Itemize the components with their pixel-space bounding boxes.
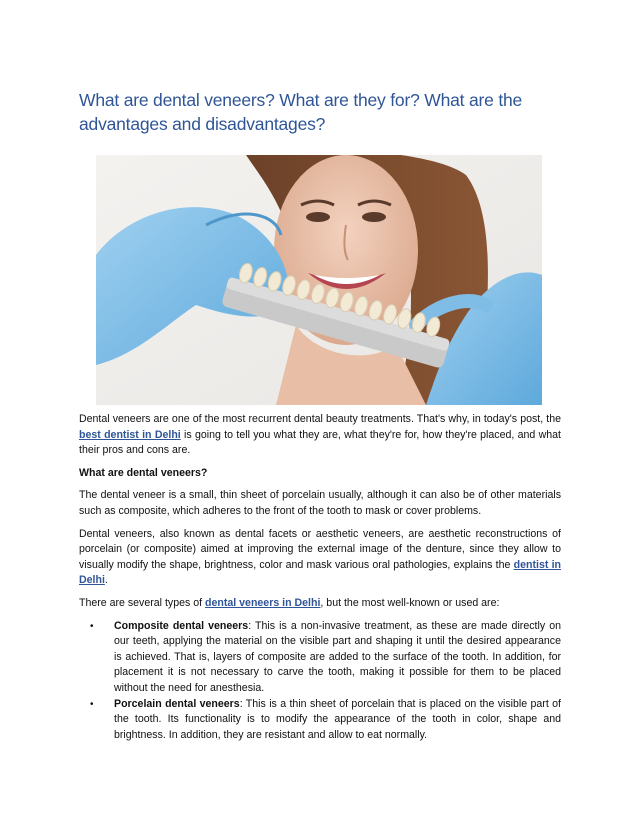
- page-title: What are dental veneers? What are they for? What are the advantages and disadvantages?: [79, 90, 523, 134]
- dental-photo: [96, 155, 542, 405]
- intro-text-after: is going to tell you what they are, what they're for, how they're placed, and what their pros and cons are.: [79, 428, 561, 457]
- para3-text-after: , but the most well-known or used are:: [320, 596, 500, 609]
- paragraph-aesthetic: [79, 527, 561, 589]
- best-dentist-link[interactable]: best dentist in Delhi: [79, 428, 181, 441]
- intro-text-before: Dental veneers are one of the most recurrent dental beauty treatments. That's why, in today's post, the: [79, 413, 561, 425]
- para2-text-before: Dental veneers, also known as dental facets or aesthetic veneers, are aesthetic reconstructions of porcelain (or composite) aimed at improving the external image of the denture, since they allow to visually modify the shape, brightness, color and mask various oral pathologies, explains the: [79, 527, 561, 571]
- list-item: [79, 619, 561, 697]
- list-item: [79, 697, 561, 744]
- section-heading: What are dental veneers?: [79, 466, 208, 479]
- list-item-text: : This is a non-invasive treatment, as these are made directly on our teeth, applying the material on the visible part and shaping it until the desired appearance is achieved. That is, layers of composite are added to the surface of the tooth. In addition, for placement it is not necessary to carve the tooth, making it possible for them to be placed without the need for anesthesia.: [114, 619, 561, 694]
- veneer-types-list: [79, 619, 561, 744]
- dental-veneers-link[interactable]: dental veneers in Delhi: [205, 596, 321, 609]
- intro-paragraph: [79, 412, 561, 459]
- para3-text-before: There are several types of: [79, 596, 206, 609]
- para2-text-after: .: [104, 574, 108, 587]
- bullet-icon: •: [90, 698, 94, 710]
- paragraph-definition: The dental veneer is a small, thin sheet of porcelain usually, although it can also be of other materials such as composite, which adheres to the front of the tooth to mask or cover problems.: [79, 489, 561, 517]
- list-item-term: Porcelain dental veneers: [114, 697, 240, 710]
- list-item-term: Composite dental veneers: [114, 619, 249, 632]
- bullet-icon: •: [90, 620, 94, 632]
- list-item-text: : This is a thin sheet of porcelain that is placed on the visible part of the tooth. Its functionality is to modify the appearance of the tooth in color, shape and brightness. In addition, they are resistant and allow to eat normally.: [114, 697, 561, 741]
- dentist-link[interactable]: dentist in Delhi: [79, 558, 561, 587]
- dental-photo-icon: [96, 155, 542, 405]
- paragraph-types: [79, 596, 561, 612]
- article-body: [79, 412, 561, 743]
